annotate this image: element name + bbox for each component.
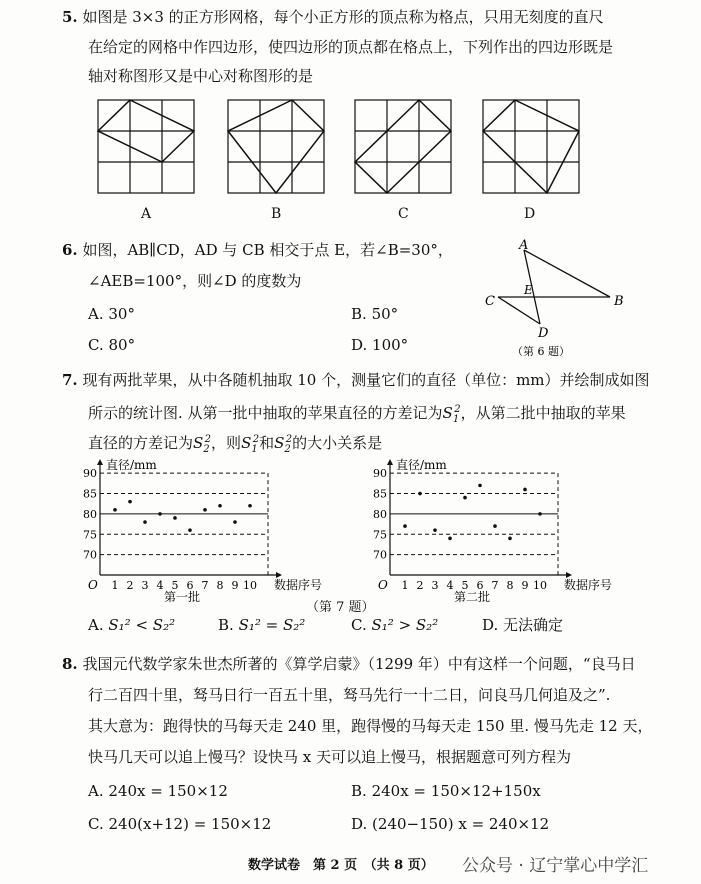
y-tick-label: 75 (83, 528, 97, 542)
grid-d (483, 100, 579, 193)
y-tick-label: 85 (373, 487, 387, 501)
q7-line2 (88, 400, 626, 430)
label-a: A (519, 238, 529, 253)
option-letter: B. (218, 616, 234, 634)
option-letter: B. (351, 782, 367, 800)
q7-caption: （第 7 题） (306, 600, 375, 615)
q8-option-b[interactable] (351, 781, 541, 801)
x-tick-label: 10 (243, 579, 257, 592)
data-point (433, 528, 437, 532)
y-axis-arrow (387, 459, 393, 465)
x-tick-label: 9 (521, 579, 529, 592)
option-letter: D. (482, 616, 499, 634)
y-tick-label: 90 (373, 467, 387, 481)
data-point (158, 512, 162, 516)
segment-ab (524, 250, 610, 297)
data-point (173, 516, 177, 520)
x-tick-label: 3 (141, 579, 149, 592)
q7-line1 (62, 370, 650, 390)
q7-text-2a: 所示的统计图. 从第一批中抽取的苹果直径的方差记为 (88, 404, 443, 422)
y-tick-label: 90 (83, 467, 97, 481)
page-footer: 数学试卷 第 2 页 （共 8 页） (248, 858, 434, 873)
q7-text-3a: 直径的方差记为 (88, 434, 194, 452)
y-axis-arrow (97, 459, 103, 465)
x-tick-label: 9 (231, 579, 239, 592)
label-c: C (485, 294, 495, 309)
option-text: 50° (371, 305, 399, 323)
origin-label: O (378, 578, 388, 592)
q8-number: 8. (62, 655, 78, 673)
q8-line2: 行二百四十里，驽马日行一百五十里，驽马先行一十二日，问良马几何追及之”. (88, 686, 611, 704)
data-point (188, 528, 192, 532)
q7-number: 7. (62, 371, 78, 389)
x-tick-label: 1 (111, 579, 119, 592)
q5-option-b[interactable]: B (271, 206, 282, 222)
data-point (463, 496, 467, 500)
x-tick-label: 2 (126, 579, 134, 592)
q8-line3: 其大意为：跑得快的马每天走 240 里，跑得慢的马每天走 150 里. 慢马先走 12 天， (88, 717, 653, 735)
x-tick-label: 8 (506, 579, 514, 592)
grid-a (98, 100, 194, 193)
data-point (233, 520, 237, 524)
option-text: 无法确定 (503, 616, 564, 634)
data-point (523, 488, 527, 492)
y-tick-label: 70 (373, 548, 387, 562)
option-letter: C. (88, 815, 104, 833)
q7-option-b[interactable] (218, 615, 305, 635)
data-point (478, 484, 482, 488)
option-text: S₁² < S₂² (108, 616, 176, 634)
x-tick-label: 2 (416, 579, 424, 592)
x-tick-label: 5 (171, 579, 179, 592)
x-tick-label: 1 (401, 579, 409, 592)
q8-text-1: 我国元代数学家朱世杰所著的《算学启蒙》（1299 年）中有这样一个问题，“良马日 (82, 655, 636, 673)
option-letter: A. (88, 616, 104, 634)
x-tick-label: 8 (216, 579, 224, 592)
data-point (128, 500, 132, 504)
q7-option-a[interactable] (88, 615, 175, 635)
option-letter: D. (351, 336, 368, 354)
q6-line1 (62, 240, 453, 260)
option-letter: C. (351, 616, 367, 634)
option-text: S₁² > S₂² (371, 616, 439, 634)
x-tick-label: 10 (533, 579, 547, 592)
chart-batch-1 (78, 455, 348, 604)
q7-option-c[interactable] (351, 615, 438, 635)
q6-option-d[interactable] (351, 335, 408, 355)
label-e: E (524, 283, 533, 297)
option-letter: A. (88, 782, 104, 800)
s1-symbol: $S_1^2$ (442, 404, 461, 425)
y-tick-label: 80 (373, 507, 387, 521)
q7-text-1: 现有两批苹果，从中各随机抽取 10 个，测量它们的直径（单位：mm）并绘制成如图 (82, 371, 650, 389)
x-tick-label: 4 (156, 579, 164, 592)
chart-batch-2 (368, 455, 638, 604)
origin-label: O (88, 578, 98, 592)
option-text: 240x = 150×12+150x (371, 782, 541, 800)
x-tick-label: 4 (446, 579, 454, 592)
q6-number: 6. (62, 241, 78, 259)
q5-option-c[interactable]: C (398, 206, 409, 222)
option-text: 80° (108, 336, 136, 354)
q6-option-c[interactable] (88, 335, 135, 355)
option-letter: C. (88, 336, 104, 354)
q6-option-b[interactable] (351, 304, 398, 324)
data-point (403, 524, 407, 528)
q6-option-a[interactable] (88, 304, 135, 324)
q5-option-d[interactable]: D (524, 206, 536, 222)
option-text: 240(x+12) = 150×12 (108, 815, 272, 833)
q8-line1 (62, 654, 636, 674)
x-tick-label: 5 (461, 579, 469, 592)
y-tick-label: 80 (83, 507, 97, 521)
option-text: (240−150) x = 240×12 (372, 815, 550, 833)
data-point (113, 508, 117, 512)
option-text: S₁² = S₂² (238, 616, 306, 634)
segment-cd (498, 297, 540, 324)
s1-symbol: $S_1^2$ (241, 434, 260, 455)
x-tick-label: 3 (431, 579, 439, 592)
option-text: 240x = 150×12 (108, 782, 228, 800)
data-point (448, 537, 452, 541)
x-axis-label: 数据序号 (274, 578, 323, 592)
data-point (508, 537, 512, 541)
data-point (143, 520, 147, 524)
q7-line3: 直径的方差记为$S_2^2$，则$S_1^2$和$S_2^2$的大小关系是 (88, 434, 383, 455)
chart-title: 第二批 (453, 590, 491, 604)
option-letter: A. (88, 305, 104, 323)
q6-text-1: 如图，AB∥CD，AD 与 CB 相交于点 E，若∠B=30°， (82, 241, 453, 259)
x-axis-label: 数据序号 (564, 578, 613, 592)
label-d: D (538, 326, 549, 341)
y-tick-label: 75 (373, 528, 387, 542)
data-point (248, 504, 252, 508)
option-text: 100° (372, 336, 409, 354)
option-text: 30° (108, 305, 135, 323)
y-tick-label: 85 (83, 487, 97, 501)
x-tick-label: 6 (476, 579, 484, 592)
s2-symbol: $S_2^2$ (274, 434, 293, 455)
y-axis-label: 直径/mm (396, 458, 447, 472)
data-point (203, 508, 207, 512)
x-tick-label: 6 (186, 579, 194, 592)
q7-option-d[interactable] (482, 615, 563, 635)
option-letter: D. (351, 815, 368, 833)
q6-caption: （第 6 题） (512, 345, 570, 358)
option-letter: B. (351, 305, 367, 323)
q5-line3: 轴对称图形又是中心对称图形的是 (88, 67, 314, 85)
q8-option-d[interactable] (351, 814, 549, 834)
grid-c (355, 100, 451, 193)
y-axis-label: 直径/mm (106, 458, 157, 472)
q8-option-c[interactable] (88, 814, 271, 834)
x-tick-label: 7 (201, 579, 209, 592)
x-tick-label: 7 (491, 579, 499, 592)
q5-grids (0, 0, 701, 230)
q5-line2: 在给定的网格中作四边形，使四边形的顶点都在格点上，下列作出的四边形既是 (88, 38, 614, 56)
q8-line4: 快马几天可以追上慢马？设快马 x 天可以追上慢马，根据题意可列方程为 (88, 748, 571, 766)
label-b: B (614, 294, 624, 309)
q5-text-1: 如图是 3×3 的正方形网格，每个小正方形的顶点称为格点，只用无刻度的直尺 (82, 8, 604, 26)
data-point (538, 512, 542, 516)
chart-title: 第一批 (163, 590, 201, 604)
data-point (218, 504, 222, 508)
data-point (493, 524, 497, 528)
watermark: 公众号 · 辽宁掌心中学汇 (462, 856, 649, 876)
q5-option-a[interactable]: A (141, 206, 152, 222)
q6-figure (480, 238, 630, 363)
data-point (418, 492, 422, 496)
y-tick-label: 70 (83, 548, 97, 562)
s2-symbol: $S_2^2$ (193, 434, 212, 455)
q8-option-a[interactable] (88, 781, 228, 801)
q6-line2: ∠AEB=100°，则∠D 的度数为 (88, 272, 302, 290)
grid-b (228, 100, 324, 193)
q7-text-2b: ，从第二批中抽取的苹果 (460, 404, 626, 422)
q5-number: 5. (62, 8, 78, 26)
